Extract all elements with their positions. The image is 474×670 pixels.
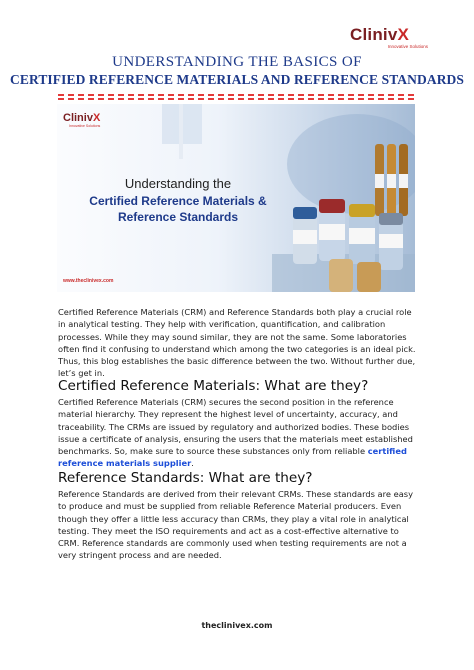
hero-banner-image <box>57 104 415 292</box>
section-heading-reference-standards: Reference Standards: What are they? <box>58 470 313 486</box>
crm-supplier-link[interactable]: certified reference materials supplier <box>58 446 407 469</box>
hero-headline-line2: Certified Reference Materials & <box>89 194 267 208</box>
logo-wordmark: ClinivX <box>350 25 410 44</box>
section-body-reference-standards: Reference Standards are derived from their relevant CRMs. These standards are easy to produce and must be supplied from reliable Reference Material producers. Even though they offer a little less accuracy than CRMs, they play a vital role in analytical testing. They meet the ISO requirements and act as a cost-effective alternative to CRM. Reference standards are commonly used when testing requirements are not a very stringent process and are needed. <box>58 489 414 561</box>
hero-logo: ClinivX Innovative Solutions <box>63 112 101 128</box>
hero-url: www.theclinivex.com <box>63 278 114 284</box>
intro-paragraph: Certified Reference Materials (CRM) and Reference Standards both play a crucial role in analytical testing. They help with verification, quantification, and calibration processes. While they may sound similar, they are not the same. Some laboratories often find it confusing to understand which among the two categories is an ideal pick. Thus, this blog establishes the basic difference between the two. Without further due, let’s get in. <box>58 307 416 379</box>
page-title-line2: CERTIFIED REFERENCE MATERIALS AND REFERENCE STANDARDS <box>9 72 465 87</box>
company-logo <box>350 26 430 50</box>
footer-domain: theclinivex.com <box>201 621 273 630</box>
page-title-line1: UNDERSTANDING THE BASICS OF <box>112 54 362 70</box>
section-body-crm: Certified Reference Materials (CRM) secures the second position in the reference material hierarchy. They represent the highest level of uncertainty, accuracy, and traceability. The CRMs are issued by regulatory and authorized bodies. These bodies issue a certificate of analysis, ensuring the users that the materials meet established benchmarks. So, make sure to source these substances only from reliable certified reference materials supplier. <box>58 397 413 469</box>
hero-headline-line3: Reference Standards <box>117 210 239 224</box>
hero-headline-line1: Understanding the <box>124 176 232 191</box>
title-divider <box>58 94 414 100</box>
section-heading-crm: Certified Reference Materials: What are they? <box>58 378 369 394</box>
logo-tagline: Innovative Solutions <box>387 44 428 49</box>
